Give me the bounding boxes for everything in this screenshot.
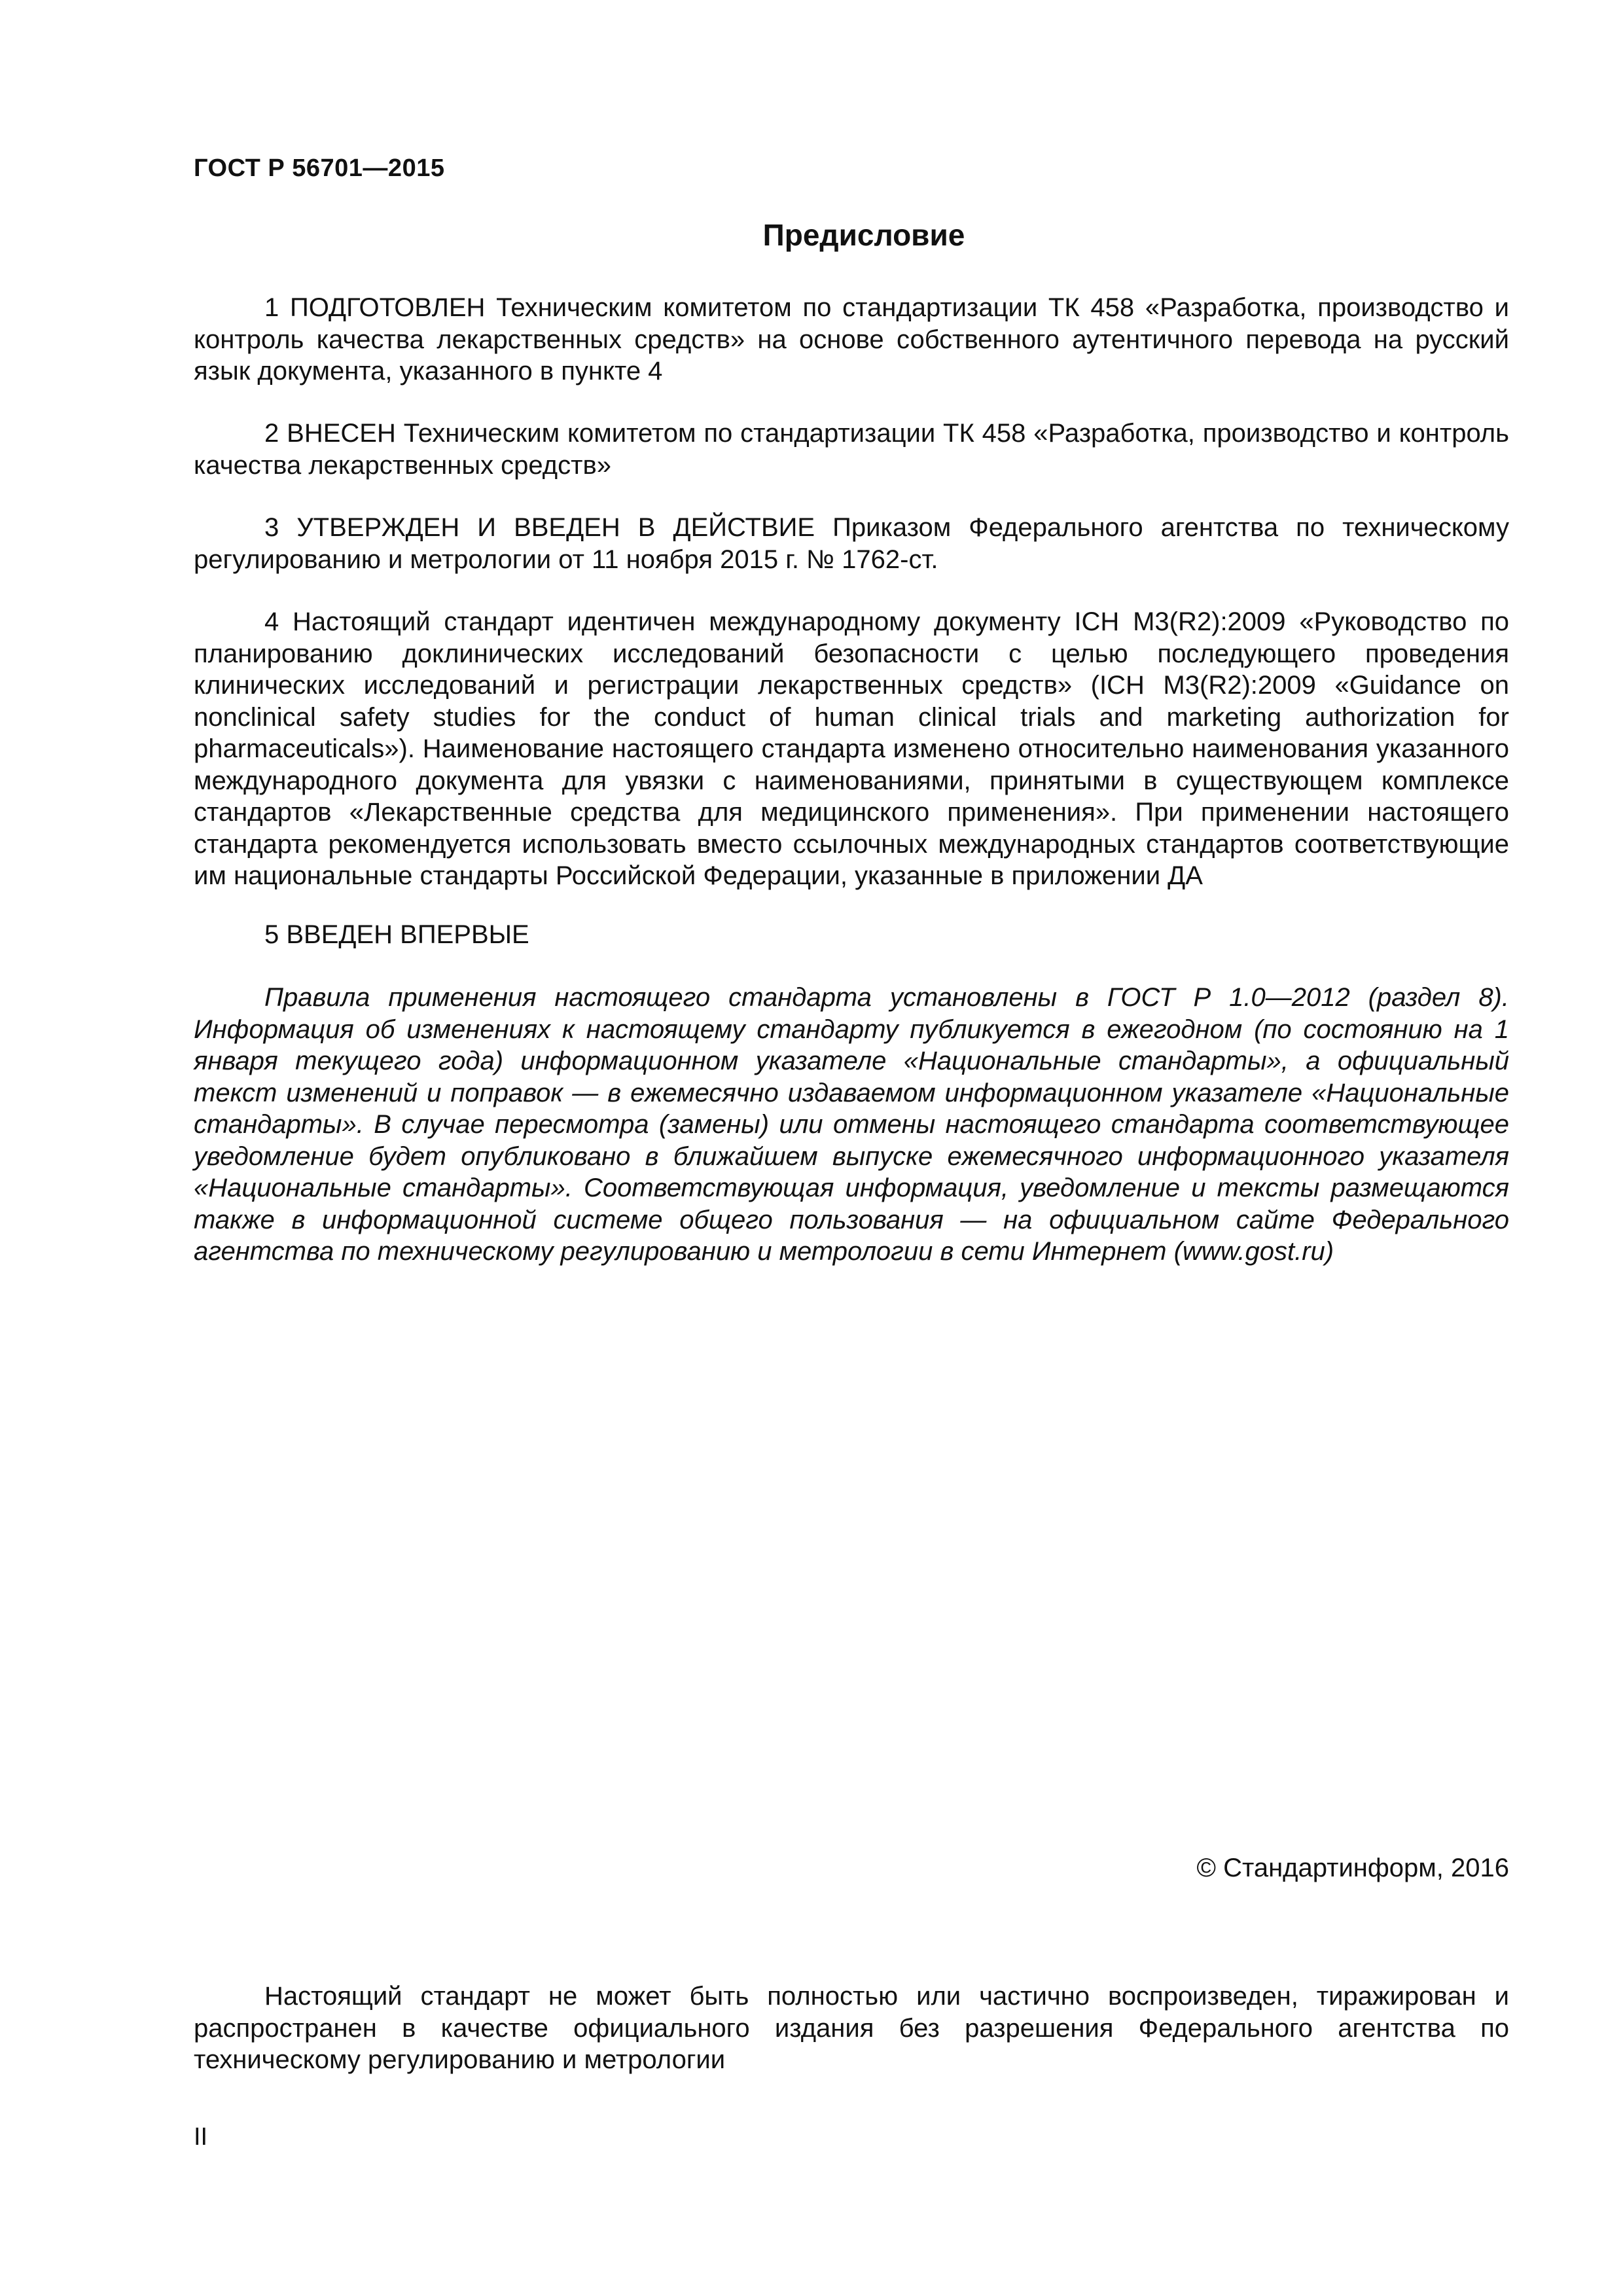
paragraph-introduced-first: 5 ВВЕДЕН ВПЕРВЫЕ: [264, 920, 529, 949]
page-number: II: [194, 2123, 208, 2151]
paragraph-application-rules: Правила применения настоящего стандарта установлены в ГОСТ Р 1.0—2012 (раздел 8). Информация об изменениях к настоящему стандарту публикуется в ежегодном (по состоянию на 1 января текущего года) информационном указателе «Национальные стандарты», а официальный текст изменений и поправок — в ежемесячно издаваемом информационном указателе «Национальные стандарты». В случае пересмотра (замены) или отмены настоящего стандарта соответствующее уведомление будет опубликовано в ближайшем выпуске ежемесячного информационного указателя «Национальные стандарты». Соответствующая информация, уведомление и тексты размещаются также в информационной системе общего пользования — на официальном сайте Федерального агентства по техническому регулированию и метрологии в сети Интернет (www.gost.ru): [194, 983, 1509, 1266]
copyright-notice: © Стандартинформ, 2016: [1196, 1854, 1509, 1882]
paragraph-identical-standard: 4 Настоящий стандарт идентичен международному документу ICH M3(R2):2009 «Руководство по планированию доклинических исследований безопасности с целью последующего проведения клинических исследований и регистрации лекарственных средств» (ICH M3(R2):2009 «Guidance on nonclinical safety studies for the conduct of human clinical trials and marketing authorization for pharmaceuticals»). Наименование настоящего стандарта изменено относительно наименования указанного международного документа для увязки с наименованиями, принятыми в существующем комплексе стандартов «Лекарственные средства для медицинского применения». При применении настоящего стандарта рекомендуется использовать вместо ссылочных международных стандартов соответствующие им национальные стандарты Российской Федерации, указанные в приложении ДА: [194, 607, 1509, 890]
paragraph-prepared-by: 1 ПОДГОТОВЛЕН Техническим комитетом по стандартизации ТК 458 «Разработка, производство и контроль качества лекарственных средств» на основе собственного аутентичного перевода на русский язык документа, указанного в пункте 4: [194, 293, 1509, 386]
paragraph-reproduction-notice: Настоящий стандарт не может быть полностью или частично воспроизведен, тиражирован и распространен в качестве официального издания без разрешения Федерального агентства по техническому регулированию и метрологии: [194, 1982, 1509, 2074]
document-id-header: ГОСТ Р 56701—2015: [194, 154, 445, 182]
paragraph-introduced-by: 2 ВНЕСЕН Техническим комитетом по стандартизации ТК 458 «Разработка, производство и контроль качества лекарственных средств»: [194, 419, 1509, 480]
paragraph-approved: 3 УТВЕРЖДЕН И ВВЕДЕН В ДЕЙСТВИЕ Приказом Федерального агентства по техническому регулированию и метрологии от 11 ноября 2015 г. № 1762-ст.: [194, 513, 1509, 574]
page-title: Предисловие: [762, 218, 965, 252]
